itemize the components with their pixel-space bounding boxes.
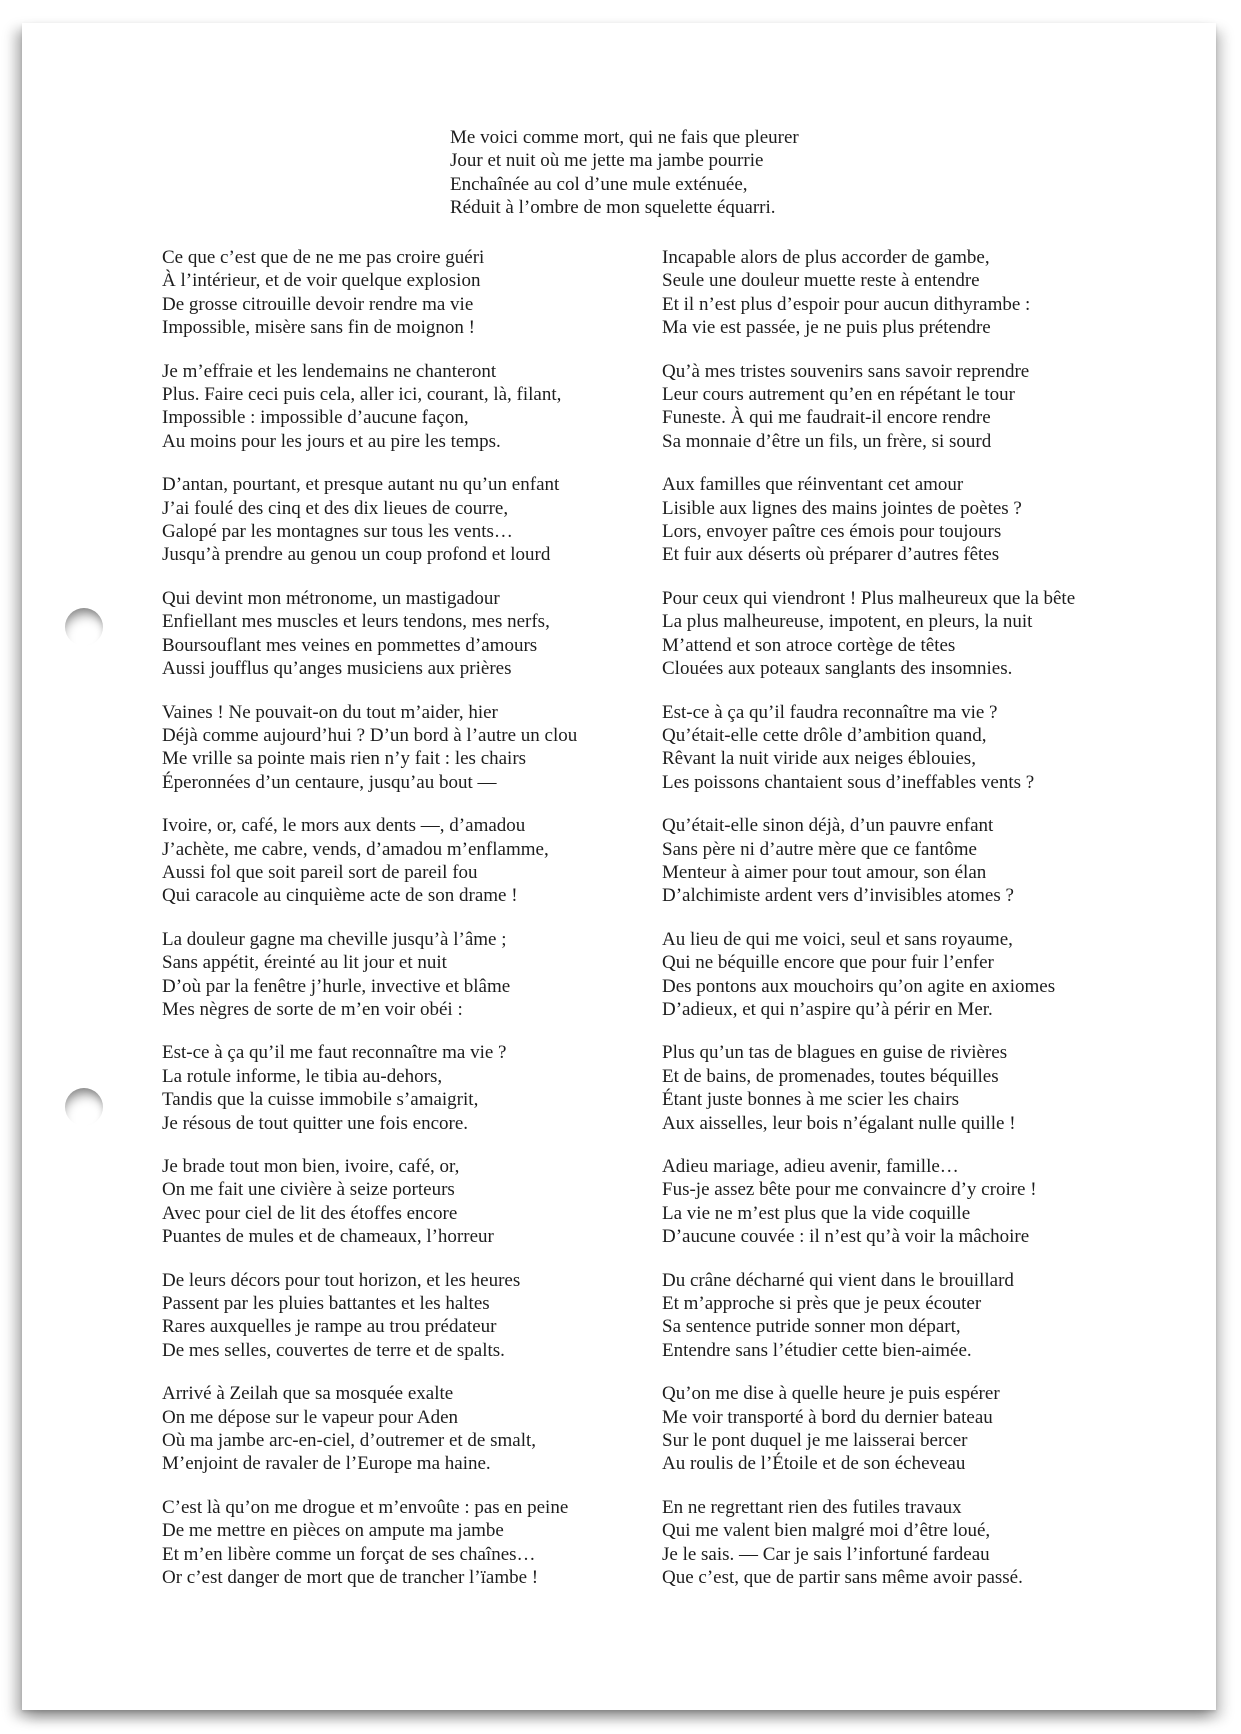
poem-line: C’est là qu’on me drogue et m’envoûte : pas en peine (162, 1496, 569, 1518)
stanza (662, 360, 1162, 454)
poem-line: Adieu mariage, adieu avenir, famille… (662, 1156, 959, 1177)
poem-line: Sans père ni d’autre mère que ce fantôme (662, 838, 977, 860)
stanza (162, 701, 632, 795)
poem-line: Me voir transporté à bord du dernier bateau (662, 1406, 993, 1428)
stanza (662, 928, 1162, 1022)
poem-line: Je résous de tout quitter une fois encore. (162, 1112, 469, 1134)
poem-line: Et fuir aux déserts où préparer d’autres fêtes (662, 544, 1000, 566)
poem-line: Au roulis de l’Étoile et de son écheveau (662, 1453, 966, 1475)
poem-line: Rêvant la nuit viride aux neiges éblouies, (662, 748, 976, 770)
poem-line: Me vrille sa pointe mais rien n’y fait : les chairs (162, 748, 527, 770)
poem-line: Étant juste bonnes à me scier les chairs (662, 1089, 960, 1111)
stanza (162, 1041, 632, 1135)
poem-line: De mes selles, couvertes de terre et de spalts. (162, 1339, 505, 1361)
poem-line: Galopé par les montagnes sur tous les vents… (162, 521, 513, 543)
poem-line: J’ai foulé des cinq et des dix lieues de courre, (162, 497, 509, 519)
stanza (162, 1269, 632, 1363)
poem-line: Je m’effraie et les lendemains ne chanteront (162, 360, 497, 382)
poem-line: D’adieux, et qui n’aspire qu’à périr en Mer. (662, 998, 993, 1020)
poem-line: Et m’approche si près que je peux écouter (662, 1293, 982, 1315)
stanza (162, 587, 632, 681)
poem-line: Fus-je assez bête pour me convaincre d’y croire ! (662, 1179, 1037, 1201)
poem-line: Impossible, misère sans fin de moignon ! (162, 317, 475, 339)
poem-line: Est-ce à ça qu’il faudra reconnaître ma vie ? (662, 701, 998, 723)
poem-line: Qui ne béquille encore que pour fuir l’enfer (662, 952, 994, 974)
poem-line: Déjà comme aujourd’hui ? D’un bord à l’autre un clou (162, 724, 578, 746)
poem-line: En ne regrettant rien des futiles travaux (662, 1496, 962, 1518)
poem-line: Qu’était-elle cette drôle d’ambition quand, (662, 724, 987, 746)
column-left (162, 246, 632, 1610)
poem-line: Du crâne décharné qui vient dans le brouillard (662, 1269, 1014, 1291)
poem-line: J’achète, me cabre, vends, d’amadou m’enflamme, (162, 838, 549, 860)
poem-line: Aussi fol que soit pareil sort de pareil fou (162, 861, 478, 883)
poem-line: Rares auxquelles je rampe au trou prédateur (162, 1316, 497, 1338)
poem-line: Est-ce à ça qu’il me faut reconnaître ma vie ? (162, 1042, 507, 1064)
poem-line: D’où par la fenêtre j’hurle, invective et blâme (162, 975, 511, 997)
poem-line: Ce que c’est que de ne me pas croire guéri (162, 247, 485, 268)
poem-line: Qui devint mon métronome, un mastigadour (162, 587, 500, 609)
poem-line: Tandis que la cuisse immobile s’amaigrit, (162, 1089, 479, 1111)
poem-line: Aux familles que réinventant cet amour (662, 474, 964, 496)
stanza (162, 1155, 632, 1249)
stanza (662, 814, 1162, 908)
poem-line: Sur le pont duquel je me laisserai bercer (662, 1430, 968, 1452)
stanza (162, 246, 632, 340)
poem-line: Qu’à mes tristes souvenirs sans savoir reprendre (662, 360, 1030, 382)
poem-line: Or c’est danger de mort que de trancher l’ïambe ! (162, 1567, 539, 1589)
poem-line: Mes nègres de sorte de m’en voir obéi : (162, 998, 463, 1020)
poem-line: Qu’on me dise à quelle heure je puis espérer (662, 1383, 1000, 1405)
poem-line: Incapable alors de plus accorder de gambe, (662, 247, 990, 268)
poem-line: M’attend et son atroce cortège de têtes (662, 634, 956, 656)
poem-line: D’alchimiste ardent vers d’invisibles atomes ? (662, 885, 1014, 907)
poem-line: M’enjoint de ravaler de l’Europe ma haine. (162, 1453, 491, 1475)
poem-line: Je brade tout mon bien, ivoire, café, or, (162, 1156, 460, 1177)
epigraph-line: Jour et nuit où me jette ma jambe pourrie (450, 150, 764, 172)
stanza (662, 473, 1162, 567)
stanza (162, 928, 632, 1022)
poem-line: Clouées aux poteaux sanglants des insomnies. (662, 658, 1013, 680)
poem-line: Funeste. À qui me faudrait-il encore rendre (662, 407, 991, 429)
poem-line: Et de bains, de promenades, toutes béquilles (662, 1065, 999, 1087)
poem-line: Où ma jambe arc-en-ciel, d’outremer et de smalt, (162, 1430, 537, 1452)
poem-line: Ma vie est passée, je ne puis plus prétendre (662, 317, 991, 339)
poem-line: Boursouflant mes veines en pommettes d’amours (162, 634, 538, 656)
poem-line: Aussi joufflus qu’anges musiciens aux prières (162, 658, 512, 680)
stanza (162, 360, 632, 454)
punch-hole-top (65, 608, 103, 646)
poem-line: Leur cours autrement qu’en en répétant le tour (662, 384, 1015, 406)
poem-line: La douleur gagne ma cheville jusqu’à l’âme ; (162, 928, 507, 950)
poem-line: Aux aisselles, leur bois n’égalant nulle quille ! (662, 1112, 1016, 1134)
stanza (162, 814, 632, 908)
poem-line: Avec pour ciel de lit des étoffes encore (162, 1202, 458, 1224)
poem-line: De grosse citrouille devoir rendre ma vie (162, 293, 474, 315)
poem-line: Éperonnées d’un centaure, jusqu’au bout — (162, 771, 497, 793)
poem-line: Vaines ! Ne pouvait-on du tout m’aider, hier (162, 701, 498, 723)
column-right (662, 246, 1162, 1610)
poem-line: Enfiellant mes muscles et leurs tendons, mes nerfs, (162, 611, 550, 633)
epigraph-line: Me voici comme mort, qui ne fais que pleurer (450, 127, 799, 148)
poem-line: Pour ceux qui viendront ! Plus malheureux que la bête (662, 587, 1076, 609)
poem-line: On me dépose sur le vapeur pour Aden (162, 1406, 459, 1428)
stanza (662, 1155, 1162, 1249)
stanza (662, 701, 1162, 795)
poem-line: D’aucune couvée : il n’est qu’à voir la mâchoire (662, 1226, 1030, 1248)
scanned-page (22, 23, 1216, 1710)
poem-line: Arrivé à Zeilah que sa mosquée exalte (162, 1383, 454, 1405)
poem-line: Seule une douleur muette reste à entendre (662, 270, 980, 292)
stanza (162, 1382, 632, 1476)
punch-hole-bottom (65, 1088, 103, 1126)
poem-line: Que c’est, que de partir sans même avoir passé. (662, 1567, 1023, 1589)
poem-line: La rotule informe, le tibia au-dehors, (162, 1065, 443, 1087)
poem-line: On me fait une civière à seize porteurs (162, 1179, 455, 1201)
poem-line: Entendre sans l’étudier cette bien-aimée. (662, 1339, 972, 1361)
poem-line: Sans appétit, éreinté au lit jour et nuit (162, 952, 447, 974)
poem-line: Puantes de mules et de chameaux, l’horreur (162, 1226, 494, 1248)
poem-line: Et il n’est plus d’espoir pour aucun dithyrambe : (662, 293, 1031, 315)
poem-line: La plus malheureuse, impotent, en pleurs, la nuit (662, 611, 1033, 633)
poem-line: Plus. Faire ceci puis cela, aller ici, courant, là, filant, (162, 384, 562, 406)
stanza (662, 246, 1162, 340)
poem-line: Plus qu’un tas de blagues en guise de rivières (662, 1042, 1008, 1064)
poem-line: Qu’était-elle sinon déjà, d’un pauvre enfant (662, 815, 994, 837)
poem-line: Qui me valent bien malgré moi d’être loué, (662, 1520, 991, 1542)
poem-line: Je le sais. — Car je sais l’infortuné fardeau (662, 1543, 990, 1565)
stanza (662, 1041, 1162, 1135)
stanza (162, 473, 632, 567)
poem-line: Impossible : impossible d’aucune façon, (162, 407, 469, 429)
stanza (662, 1382, 1162, 1476)
poem-line: D’antan, pourtant, et presque autant nu qu’un enfant (162, 474, 560, 496)
poem-line: Au lieu de qui me voici, seul et sans royaume, (662, 928, 1013, 950)
poem-line: Lors, envoyer paître ces émois pour toujours (662, 521, 1002, 543)
stanza (662, 1496, 1162, 1590)
epigraph-line: Réduit à l’ombre de mon squelette équarri. (450, 197, 776, 219)
poem-line: De leurs décors pour tout horizon, et les heures (162, 1269, 521, 1291)
poem-line: Des pontons aux mouchoirs qu’on agite en axiomes (662, 975, 1056, 997)
poem-line: À l’intérieur, et de voir quelque explosion (162, 270, 481, 292)
poem-line: Jusqu’à prendre au genou un coup profond et lourd (162, 544, 551, 566)
poem-line: Sa sentence putride sonner mon départ, (662, 1316, 961, 1338)
poem-line: Passent par les pluies battantes et les haltes (162, 1293, 490, 1315)
poem-line: Lisible aux lignes des mains jointes de poètes ? (662, 497, 1022, 519)
poem-line: Menteur à aimer pour tout amour, son élan (662, 861, 987, 883)
poem-line: Sa monnaie d’être un fils, un frère, si sourd (662, 430, 992, 452)
poem-line: Les poissons chantaient sous d’ineffables vents ? (662, 771, 1035, 793)
epigraph-line: Enchaînée au col d’une mule exténuée, (450, 173, 748, 195)
epigraph (450, 126, 799, 220)
poem-line: La vie ne m’est plus que la vide coquille (662, 1202, 971, 1224)
poem-line: Ivoire, or, café, le mors aux dents —, d’amadou (162, 815, 526, 837)
poem-line: Et m’en libère comme un forçat de ses chaînes… (162, 1543, 536, 1565)
poem-line: De me mettre en pièces on ampute ma jambe (162, 1520, 504, 1542)
stanza (662, 587, 1162, 681)
stanza (662, 1269, 1162, 1363)
stanza (162, 1496, 632, 1590)
poem-line: Au moins pour les jours et au pire les temps. (162, 430, 501, 452)
poem-line: Qui caracole au cinquième acte de son drame ! (162, 885, 518, 907)
